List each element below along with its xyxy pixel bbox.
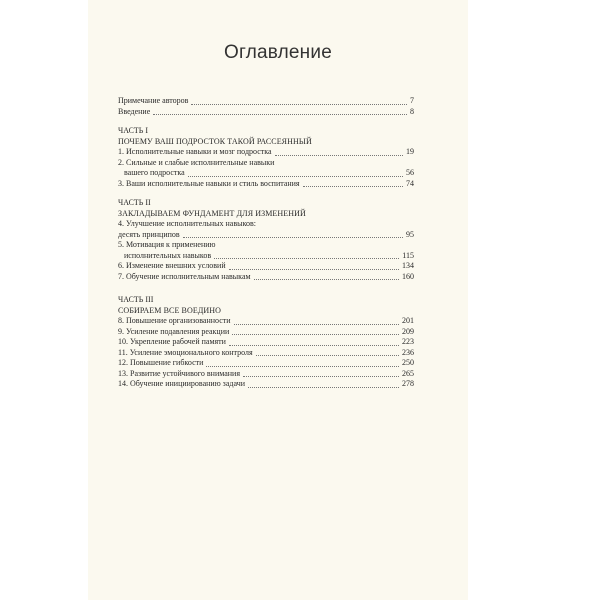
toc-entry-page: 134 <box>402 261 414 270</box>
toc-entry-page: 74 <box>406 178 414 188</box>
part-title: СОБИРАЕМ ВСЕ ВОЕДИНО <box>118 305 222 315</box>
toc-entry-chapter-4-line1[interactable]: 4. Улучшение исполнительных навыков: <box>118 219 256 228</box>
leader-dots <box>214 258 399 259</box>
leader-dots <box>254 279 399 280</box>
toc-entry-page: 95 <box>406 229 414 239</box>
toc-entry-label: Введение <box>118 106 151 116</box>
leader-dots <box>229 345 399 346</box>
page-title: Оглавление <box>224 42 332 63</box>
book-page <box>88 0 468 600</box>
leader-dots <box>248 387 399 388</box>
part-3-heading <box>118 295 414 316</box>
toc-entry-page: 250 <box>402 358 414 367</box>
toc-entry-page: 278 <box>402 379 414 388</box>
toc-entry-label: 7. Обучение исполнительным навыкам <box>118 271 251 281</box>
toc-entry-page: 236 <box>402 347 414 357</box>
toc-entry-chapter-14[interactable] <box>118 379 414 390</box>
toc-entry-page: 115 <box>402 250 414 260</box>
toc-entry-chapter-8[interactable] <box>118 316 414 327</box>
part-2-heading <box>118 198 414 219</box>
part-number: ЧАСТЬ I <box>118 126 149 135</box>
toc-entry-label: Примечание авторов <box>118 96 189 105</box>
toc-entry-page: 209 <box>402 326 414 336</box>
leader-dots <box>303 186 403 187</box>
toc-entry-label: 6. Изменение внешних условий <box>118 261 226 270</box>
toc-entry-page: 201 <box>402 316 414 325</box>
toc-entry-chapter-9[interactable] <box>118 327 414 338</box>
toc-entry-page: 56 <box>406 168 414 177</box>
toc-entry-label: 9. Усиление подавления реакции <box>118 326 230 336</box>
toc-entry-chapter-4[interactable] <box>118 230 414 241</box>
leader-dots <box>232 334 399 335</box>
toc-entry-chapter-13[interactable] <box>118 369 414 380</box>
toc-entry-label: 3. Ваши исполнительные навыки и стиль воспитания <box>118 178 300 188</box>
part-title: ПОЧЕМУ ВАШ ПОДРОСТОК ТАКОЙ РАССЕЯННЫЙ <box>118 136 312 146</box>
part-number: ЧАСТЬ III <box>118 295 154 304</box>
toc-entry-page: 223 <box>402 337 414 346</box>
toc-entry-label: 11. Усиление эмоционального контроля <box>118 347 253 357</box>
toc-entry-label: 13. Развитие устойчивого внимания <box>118 368 241 378</box>
toc-entry-chapter-2-line1[interactable]: 2. Сильные и слабые исполнительные навыки <box>118 157 275 167</box>
toc-entry-page: 7 <box>410 96 414 105</box>
toc-entry-label: 8. Повышение организованности <box>118 316 231 325</box>
toc-entry-page: 160 <box>402 271 414 281</box>
toc-entry-label: 1. Исполнительные навыки и мозг подростка <box>118 147 272 156</box>
toc-entry-introduction[interactable] <box>118 107 414 118</box>
toc-entry-chapter-11[interactable] <box>118 348 414 359</box>
toc-entry-page: 8 <box>410 106 414 116</box>
toc-entry-authors-note[interactable] <box>118 96 414 107</box>
leader-dots <box>183 237 403 238</box>
toc-entry-chapter-10[interactable] <box>118 337 414 348</box>
toc-entry-page: 265 <box>402 368 414 378</box>
table-of-contents <box>118 96 414 390</box>
part-1-heading <box>118 126 414 147</box>
leader-dots <box>243 376 399 377</box>
toc-entry-chapter-1[interactable] <box>118 147 414 158</box>
toc-entry-page: 19 <box>406 147 414 156</box>
leader-dots <box>229 269 399 270</box>
leader-dots <box>188 176 403 177</box>
toc-entry-chapter-2[interactable] <box>118 168 414 179</box>
toc-entry-label-cont: десять принципов <box>118 229 180 239</box>
toc-entry-chapter-7[interactable] <box>118 272 414 283</box>
leader-dots <box>206 366 399 367</box>
toc-entry-label: 14. Обучение инициированию задачи <box>118 379 245 388</box>
toc-entry-chapter-12[interactable] <box>118 358 414 369</box>
toc-entry-label-cont: вашего подростка <box>124 168 185 177</box>
part-title: ЗАКЛАДЫВАЕМ ФУНДАМЕНТ ДЛЯ ИЗМЕНЕНИЙ <box>118 208 306 218</box>
toc-entry-label-cont: исполнительных навыков <box>124 250 212 260</box>
leader-dots <box>191 104 407 105</box>
leader-dots <box>153 114 407 115</box>
leader-dots <box>234 324 399 325</box>
part-number: ЧАСТЬ II <box>118 198 151 207</box>
toc-entry-chapter-5-line1[interactable]: 5. Мотивация к применению <box>118 240 216 249</box>
toc-entry-chapter-5[interactable] <box>118 251 414 262</box>
leader-dots <box>275 155 403 156</box>
toc-entry-label: 10. Укрепление рабочей памяти <box>118 337 226 346</box>
toc-entry-chapter-6[interactable] <box>118 261 414 272</box>
toc-entry-chapter-3[interactable] <box>118 179 414 190</box>
leader-dots <box>256 355 399 356</box>
toc-entry-label: 12. Повышение гибкости <box>118 358 204 367</box>
